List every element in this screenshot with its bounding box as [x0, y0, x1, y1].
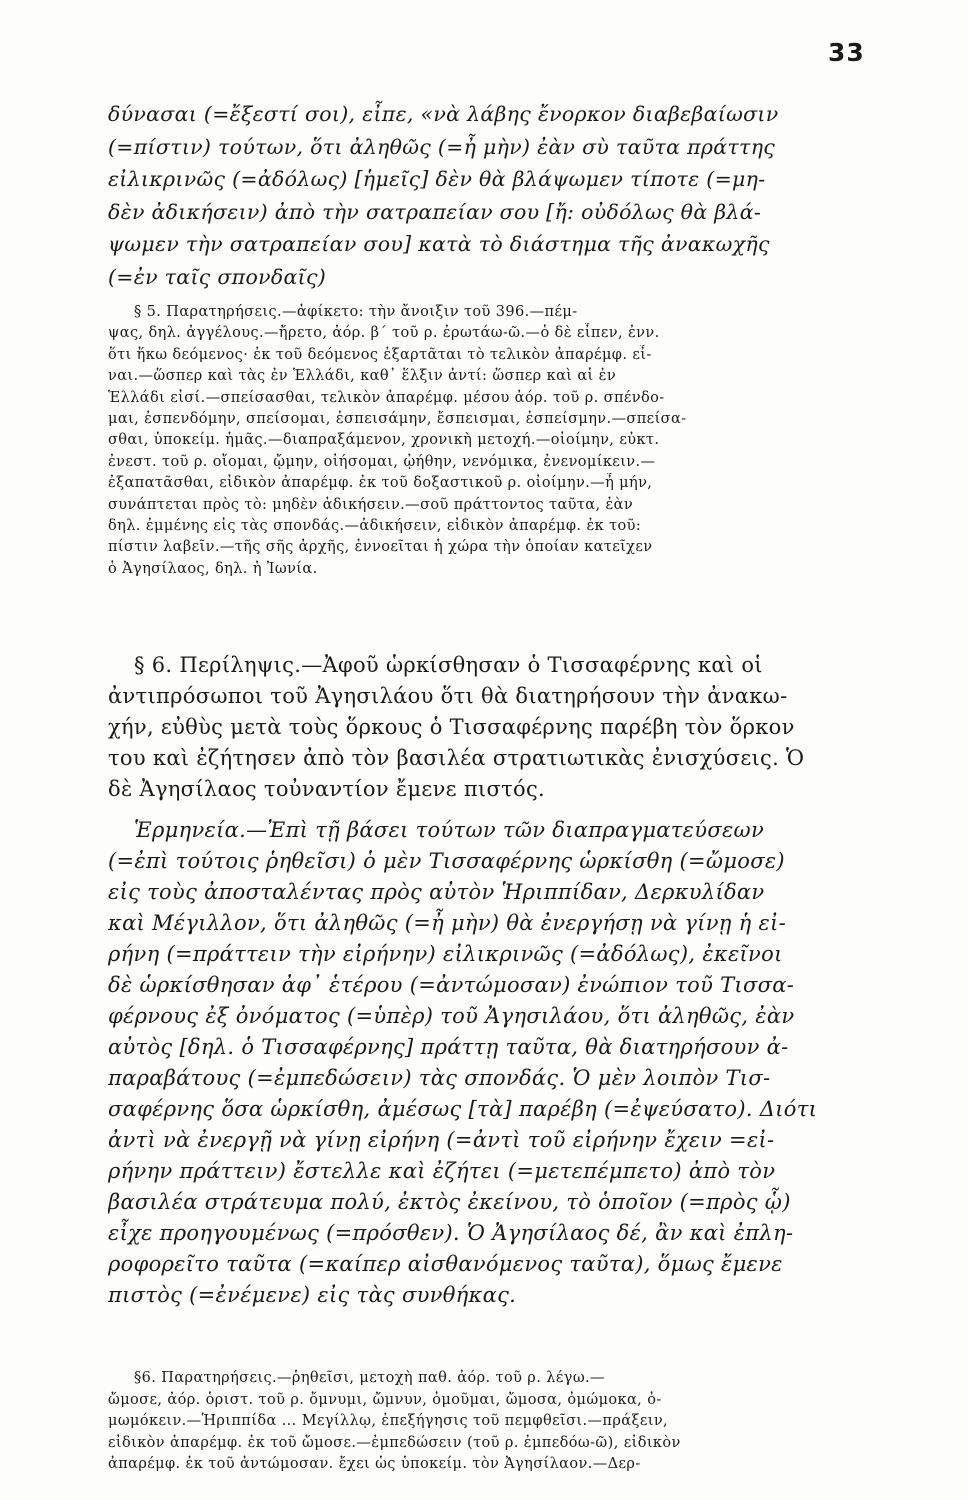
text-line: παραβάτους (=ἐμπεδώσειν) τὰς σπονδάς. Ὁ μὲν λοιπὸν Τισ-: [108, 1066, 771, 1090]
text-line: § 6. Περίληψις.—Ἀφοῦ ὡρκίσθησαν ὁ Τισσαφέρνης καὶ οἱ: [134, 653, 763, 677]
notes-line: §6. Παρατηρήσεις.—ῥηθεῖσι, μετοχὴ παθ. ἀόρ. τοῦ ρ. λέγω.—: [134, 1370, 605, 1386]
text-line: καὶ Μέγιλλον, ὅτι ἀληθῶς (=ἦ μὴν) θὰ ἐνεργήσῃ νὰ γίνῃ ἡ εἰ-: [108, 911, 787, 935]
page-number: 33: [828, 38, 865, 67]
text-line: φέρνους ἐξ ὀνόματος (=ὑπὲρ) τοῦ Ἀγησιλάου, ὅτι ἀληθῶς, ἐὰν: [108, 1004, 795, 1028]
notes-line: ἐξαπατᾶσθαι, εἰδικὸν ἀπαρέμφ. ἐκ τοῦ δοξαστικοῦ ρ. οἰοίμην.—ἦ μήν,: [108, 475, 653, 492]
text-line: πιστὸς (=ἐνέμενε) εἰς τὰς συνθήκας.: [108, 1283, 517, 1307]
text-line: ψωμεν τὴν σατραπείαν σου] κατὰ τὸ διάστημα τῆς ἀνακωχῆς: [108, 232, 770, 256]
notes-line: ὁ Ἀγησίλαος, δηλ. ἡ Ἰωνία.: [108, 560, 318, 577]
text-line: ἀντὶ νὰ ἐνεργῇ νὰ γίνῃ εἰρήνη (=ἀντὶ τοῦ εἰρήνην ἔχειν =εἰ-: [108, 1128, 775, 1152]
notes-line: ψας, δηλ. ἀγγέλους.—ἤρετο, ἀόρ. β´ τοῦ ρ. ἐρωτάω-ῶ.—ὁ δὲ εἶπεν, ἐνν.: [108, 325, 660, 342]
interpretation-section-6: [108, 815, 878, 1342]
notes-line: ὤμοσε, ἀόρ. ὁριστ. τοῦ ρ. ὄμνυμι, ὤμνυν, ὀμοῦμαι, ὤμοσα, ὀμώμοκα, ὀ-: [108, 1391, 662, 1408]
translation-continuation: [108, 98, 878, 293]
text-line: δύνασαι (=ἔξεστί σοι), εἶπε, «νὰ λάβης ἔνορκον διαβεβαίωσιν: [108, 102, 779, 126]
text-line: δὲ Ἀγησίλαος τοὐναντίον ἔμενε πιστός.: [108, 777, 545, 801]
notes-line: ἐνεστ. τοῦ ρ. οἴομαι, ᾤμην, οἰήσομαι, ᾠήθην, νενόμικα, ἐνενομίκειν.—: [108, 453, 656, 470]
notes-line: πίστιν λαβεῖν.—τῆς σῆς ἀρχῆς, ἐννοεῖται ἡ χώρα τὴν ὁποίαν κατεῖχεν: [108, 539, 653, 556]
notes-line: μωμόκειν.—Ἡριππίδα ... Μεγίλλῳ, ἐπεξήγησις τοῦ πεμφθεῖσι.—πράξειν,: [108, 1413, 669, 1429]
text-line: αὐτὸς [δηλ. ὁ Τισσαφέρνης] πράττῃ ταῦτα, θὰ διατηρήσουν ἀ-: [108, 1035, 789, 1059]
notes-line: ὅτι ἥκω δεόμενος· ἐκ τοῦ δεόμενος ἐξαρτᾶται τὸ τελικὸν ἀπαρέμφ. εἶ-: [108, 346, 652, 363]
text-line: ρήνη (=πράττειν τὴν εἰρήνην) εἰλικρινῶς (=ἀδόλως), ἐκεῖνοι: [108, 942, 783, 966]
notes-line: ναι.—ὥσπερ καὶ τὰς ἐν Ἑλλάδι, καθ᾽ ἕλξιν ἀντί: ὥσπερ καὶ αἱ ἐν: [108, 368, 617, 385]
text-line: ρήνην πράττειν) ἔστελλε καὶ ἐζήτει (=μετεπέμπετο) ἀπὸ τὸν: [108, 1159, 776, 1183]
text-line: σαφέρνης ὅσα ὡρκίσθη, ἀμέσως [τὰ] παρέβη (=ἐψεύσατο). Διότι: [108, 1097, 818, 1121]
notes-line: ἀπαρέμφ. ἐκ τοῦ ἀντώμοσαν. ἔχει ὡς ὑποκείμ. τὸν Ἀγησίλαον.—Δερ-: [108, 1456, 641, 1472]
text-line: δὲ ὡρκίσθησαν ἀφ᾽ ἑτέρου (=ἀντώμοσαν) ἐνώπιον τοῦ Τισσα-: [108, 973, 795, 997]
text-line: ἀντιπρόσωποι τοῦ Ἀγησιλάου ὅτι θὰ διατηρήσουν τὴν ἀνακω-: [108, 684, 788, 708]
text-line: (=ἐν ταῖς σπονδαῖς): [108, 264, 327, 289]
text-line: Ἑρμηνεία.—Ἐπὶ τῇ βάσει τούτων τῶν διαπραγματεύσεων: [134, 818, 765, 842]
notes-section-5: [108, 302, 878, 580]
text-line: του καὶ ἐζήτησεν ἀπὸ τὸν βασιλέα στρατιωτικὰς ἐνισχύσεις. Ὁ: [108, 746, 805, 770]
text-line: δὲν ἀδικήσειν) ἀπὸ τὴν σατραπείαν σου [ἤ: οὐδόλως θὰ βλά-: [108, 199, 762, 224]
notes-line: § 5. Παρατηρήσεις.—ἀφίκετο: τὴν ἄνοιξιν τοῦ 396.—πέμ-: [134, 304, 578, 320]
notes-section-6: [108, 1368, 878, 1476]
notes-line: Ἑλλάδι εἰσί.—σπείσασθαι, τελικὸν ἀπαρέμφ. μέσου ἀόρ. τοῦ ρ. σπένδο-: [108, 389, 665, 406]
summary-section-6: [108, 650, 878, 805]
notes-line: σθαι, ὑποκείμ. ἡμᾶς.—διαπραξάμενον, χρονικὴ μετοχή.—οἰοίμην, εὐκτ.: [108, 432, 660, 449]
notes-line: μαι, ἐσπενδόμην, σπείσομαι, ἐσπεισάμην, ἔσπεισμαι, ἐσπείσμην.—σπείσα-: [108, 410, 687, 427]
notes-line: εἰδικὸν ἀπαρέμφ. ἐκ τοῦ ὤμοσε.—ἐμπεδώσειν (τοῦ ρ. ἐμπεδόω-ῶ), εἰδικὸν: [108, 1434, 681, 1451]
text-line: εἶχε προηγουμένως (=πρόσθεν). Ὁ Ἀγησίλαος δέ, ἂν καὶ ἐπλη-: [108, 1221, 794, 1245]
notes-line: συνάπτεται πρὸς τὸ: μηδὲν ἀδικήσειν.—σοῦ πράττοντος ταῦτα, ἐὰν: [108, 496, 634, 513]
text-line: ροφορεῖτο ταῦτα (=καίπερ αἰσθανόμενος ταῦτα), ὅμως ἔμενε: [108, 1252, 783, 1276]
text-line: βασιλέα στράτευμα πολύ, ἐκτὸς ἐκείνου, τὸ ὁποῖον (=πρὸς ᾧ): [108, 1190, 791, 1214]
text-line: εἰλικρινῶς (=ἀδόλως) [ἡμεῖς] δὲν θὰ βλάψωμεν τίποτε (=μη-: [108, 167, 766, 191]
text-line: χήν, εὐθὺς μετὰ τοὺς ὅρκους ὁ Τισσαφέρνης παρέβη τὸν ὅρκον: [108, 715, 795, 739]
text-line: εἰς τοὺς ἀποσταλέντας πρὸς αὐτὸν Ἡριππίδαν, Δερκυλίδαν: [108, 880, 765, 904]
text-line: [108, 1311, 878, 1342]
text-line: (=ἐπὶ τούτοις ῥηθεῖσι) ὁ μὲν Τισσαφέρνης ὡρκίσθη (=ὤμοσε): [108, 849, 785, 873]
text-line: (=πίστιν) τούτων, ὅτι ἀληθῶς (=ἦ μὴν) ἐὰν σὺ ταῦτα πράττης: [108, 134, 776, 159]
notes-line: δηλ. ἐμμένης εἰς τὰς σπονδάς.—ἀδικήσειν, εἰδικὸν ἀπαρέμφ. ἐκ τοῦ:: [108, 517, 642, 534]
